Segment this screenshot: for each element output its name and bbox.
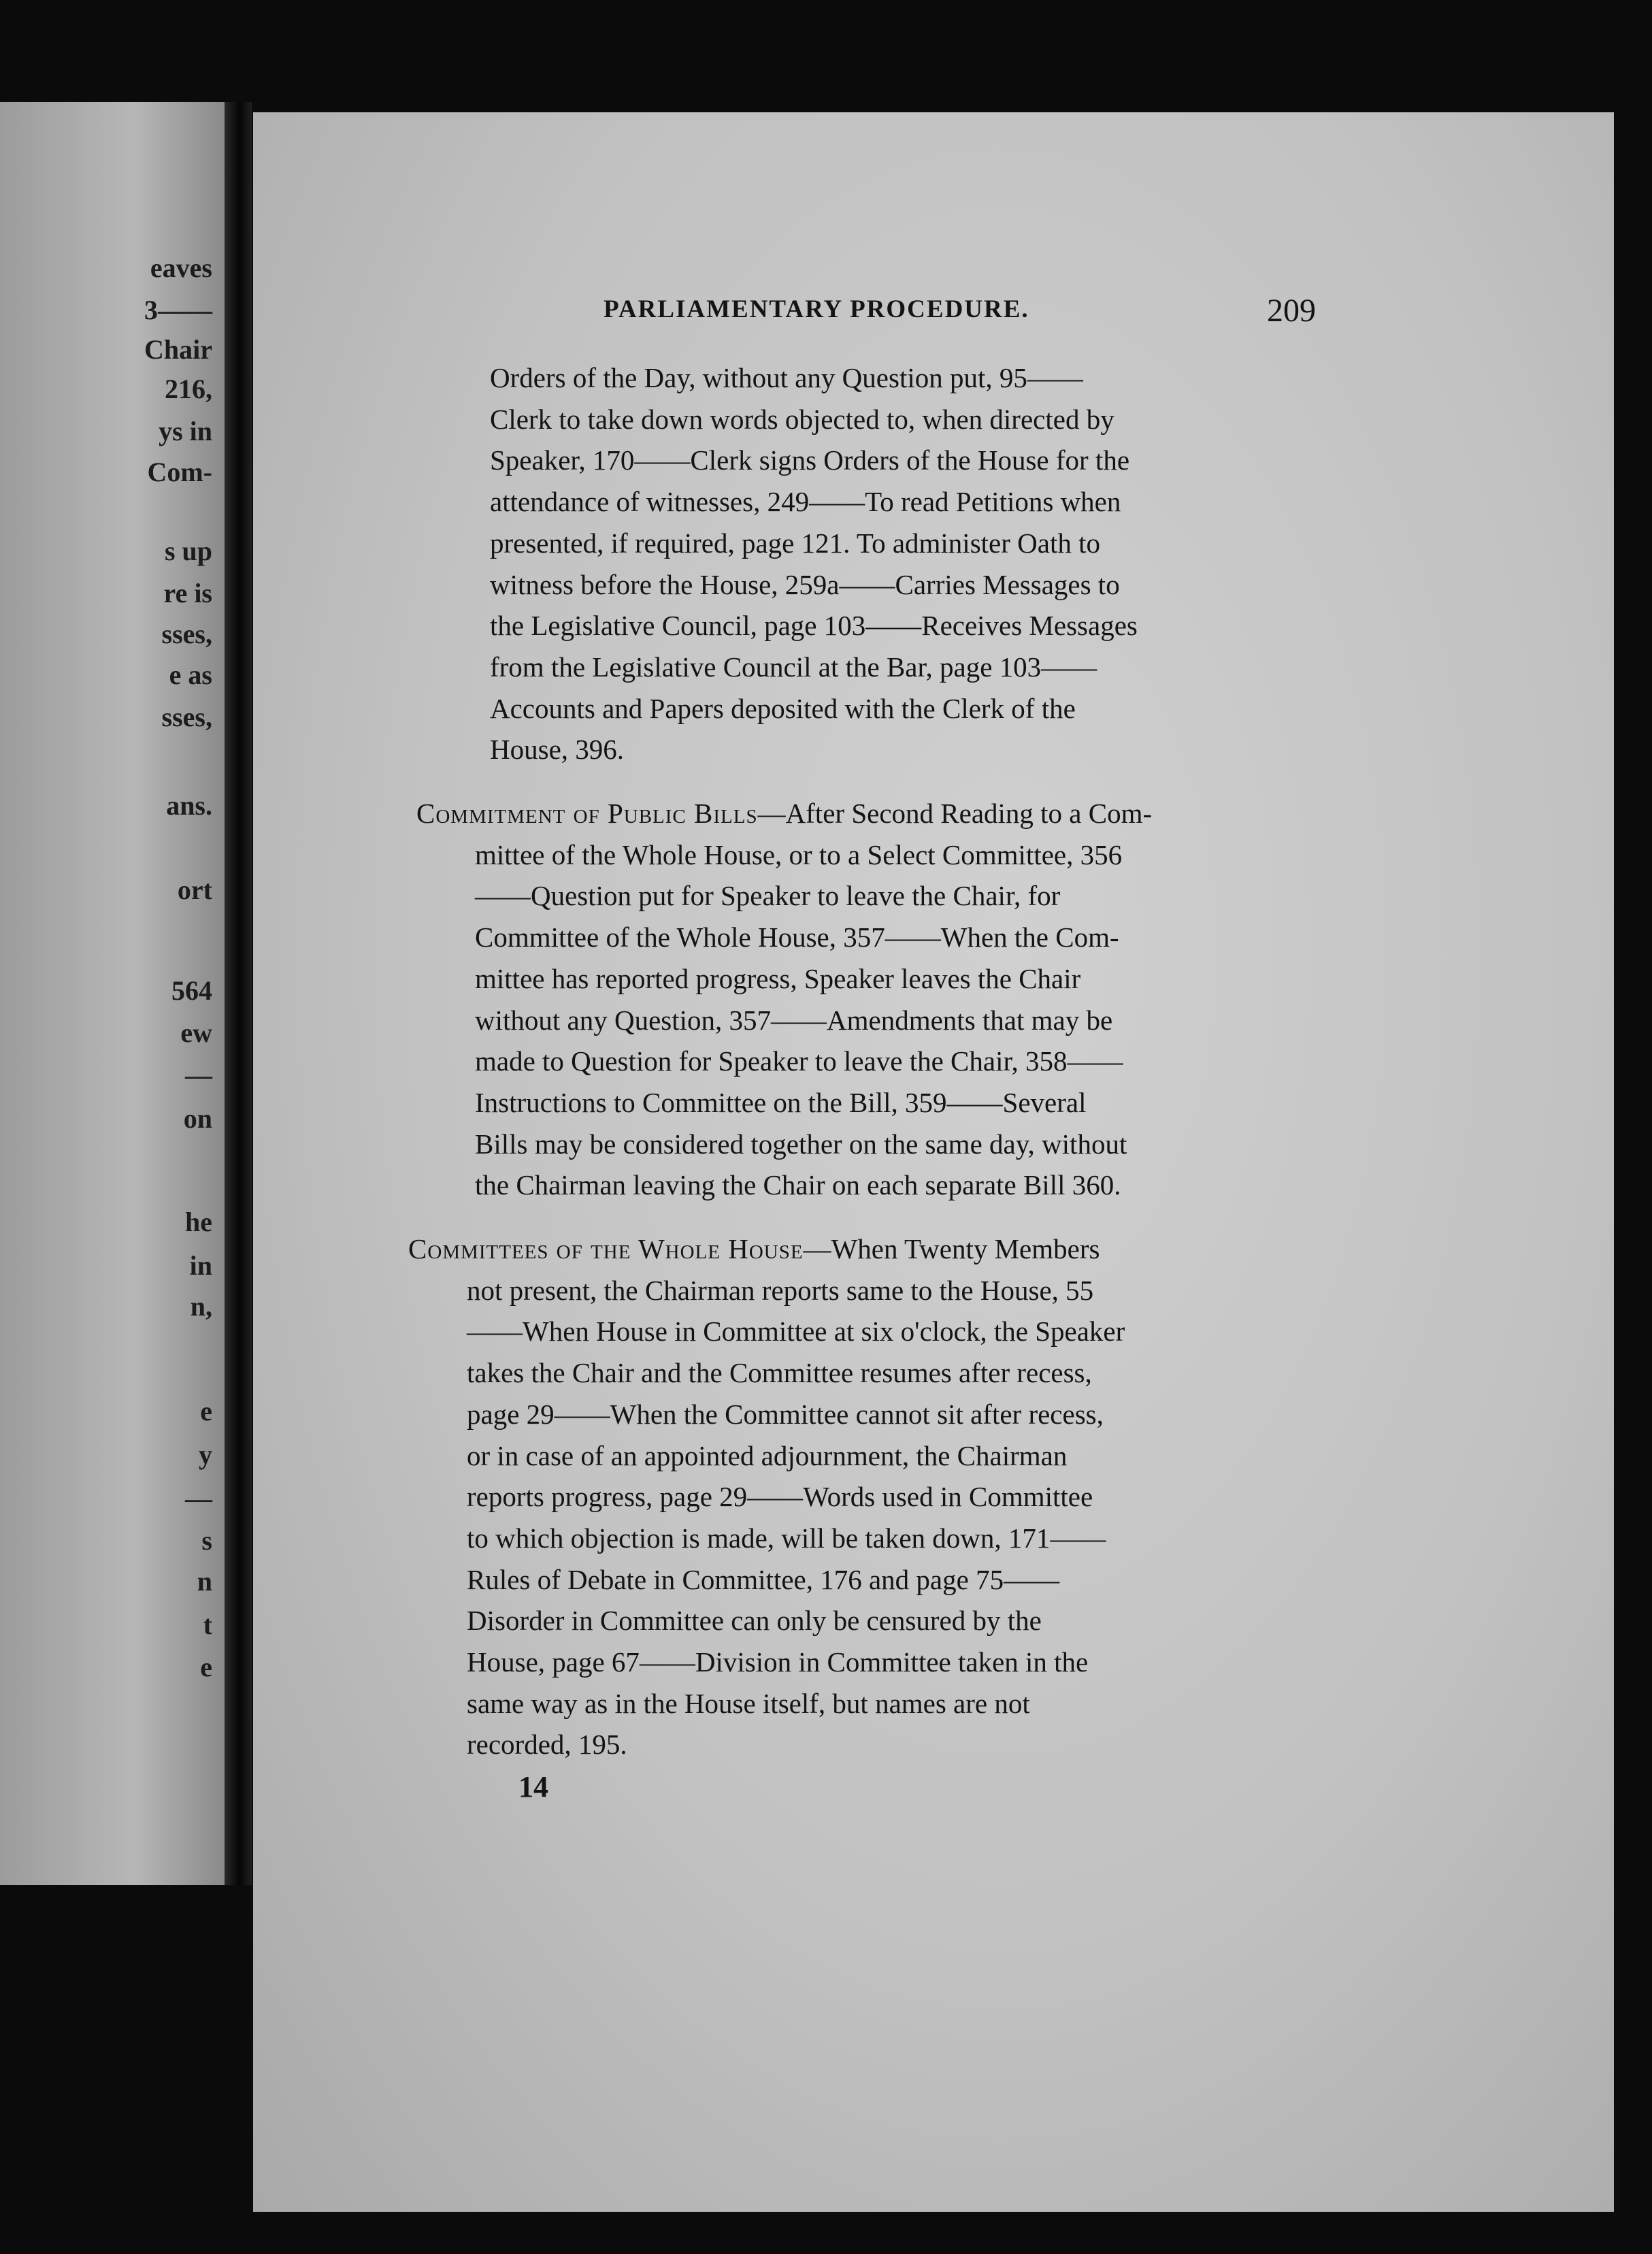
facing-page-fragment-line: 216, (165, 374, 212, 404)
facing-page-fragment-line: in (189, 1250, 212, 1281)
entry-line: takes the Chair and the Committee resumes after recess, (467, 1357, 1092, 1389)
facing-page-fragment-line: e (200, 1396, 212, 1426)
running-header: PARLIAMENTARY PROCEDURE. (604, 295, 1029, 323)
facing-page-fragment-line: e (200, 1652, 212, 1682)
entry-line: mittee has reported progress, Speaker leaves the Chair (475, 962, 1081, 994)
facing-page-fragment-line: t (203, 1610, 212, 1640)
entry-line: not present, the Chairman reports same to the House, 55 (467, 1274, 1094, 1306)
facing-page-fragment-line: n (197, 1566, 212, 1597)
facing-page-fragment-line: s (201, 1525, 212, 1556)
entry-line: Accounts and Papers deposited with the Clerk of the (490, 692, 1076, 724)
facing-page-fragment (0, 102, 225, 1885)
entry-line: made to Question for Speaker to leave the Chair, 358—— (475, 1045, 1123, 1077)
entry-line: Speaker, 170——Clerk signs Orders of the House for the (490, 444, 1130, 476)
page-number: 209 (1267, 293, 1316, 329)
signature-mark: 14 (518, 1770, 548, 1803)
entry-first-line (416, 793, 1328, 834)
entry-line: Bills may be considered together on the same day, without (475, 1128, 1127, 1160)
facing-page-fragment-line: re is (163, 578, 212, 608)
entry-line: attendance of witnesses, 249——To read Petitions when (490, 486, 1121, 518)
facing-page-fragment-line: s up (164, 536, 212, 566)
entry-line: from the Legislative Council at the Bar, page 103—— (490, 651, 1097, 683)
facing-page-fragment-line: — (185, 1483, 212, 1514)
entry-line: or in case of an appointed adjournment, the Chairman (467, 1439, 1068, 1471)
entry-line: Disorder in Committee can only be censured by the (467, 1605, 1042, 1637)
facing-page-fragment-line: e as (169, 659, 212, 690)
facing-page-fragment-line: 564 (171, 975, 212, 1006)
facing-page-fragment-line: 3—— (144, 295, 212, 325)
entry-line: reports progress, page 29——Words used in Committee (467, 1481, 1093, 1513)
entry-line: witness before the House, 259a——Carries Messages to (490, 568, 1120, 600)
entry-line: the Chairman leaving the Chair on each separate Bill 360. (475, 1169, 1121, 1201)
entry-line: recorded, 195. (467, 1729, 627, 1761)
book-page (253, 112, 1614, 2212)
facing-page-fragment-line: on (183, 1103, 212, 1134)
facing-page-fragment-line: ys in (159, 416, 212, 446)
facing-page-fragment-line: Com- (147, 457, 212, 487)
entry-continuation (490, 357, 1402, 770)
book-spine (225, 102, 252, 1885)
entry-line: Instructions to Committee on the Bill, 359——Several (475, 1086, 1087, 1118)
entry-line: without any Question, 357——Amendments that may be (475, 1004, 1113, 1036)
entry-heading-rest: —After Second Reading to a Com- (757, 798, 1153, 829)
entry-line: Orders of the Day, without any Question put, 95—— (490, 362, 1083, 393)
facing-page-fragment-line: ans. (166, 790, 212, 821)
facing-page-fragment-line: n, (190, 1291, 212, 1322)
entry-line: House, 396. (490, 734, 625, 766)
entry-heading: Commitment of Public Bills (416, 798, 758, 829)
facing-page-fragment-line: Chair (144, 334, 212, 365)
facing-page-fragment-line: he (185, 1207, 212, 1237)
entry-line: the Legislative Council, page 103——Receives Messages (490, 610, 1138, 642)
entry-committees-of-the-whole-house (408, 1228, 1320, 1765)
entry-line: same way as in the House itself, but names are not (467, 1687, 1030, 1719)
entry-heading: Committees of the Whole House (408, 1233, 804, 1264)
facing-page-fragment-line: — (185, 1060, 212, 1090)
facing-page-fragment-line: ew (180, 1017, 212, 1048)
facing-page-fragment-line: sses, (161, 619, 212, 649)
entry-line: Rules of Debate in Committee, 176 and page 75—— (467, 1563, 1060, 1595)
facing-page-fragment-line: sses, (161, 702, 212, 732)
entry-line: mittee of the Whole House, or to a Select Committee, 356 (475, 838, 1123, 870)
entry-commitment-of-public-bills (416, 793, 1328, 1206)
facing-page-fragment-line: y (199, 1439, 212, 1470)
facing-page-fragment-line: eaves (150, 252, 212, 283)
entry-line: Clerk to take down words objected to, when directed by (490, 403, 1114, 435)
entry-heading-rest: —When Twenty Members (803, 1233, 1100, 1264)
entry-line: House, page 67——Division in Committee taken in the (467, 1646, 1089, 1678)
entry-line: page 29——When the Committee cannot sit after recess, (467, 1398, 1104, 1430)
entry-line: ——Question put for Speaker to leave the Chair, for (475, 880, 1061, 912)
entry-line: ——When House in Committee at six o'clock, the Speaker (467, 1316, 1125, 1348)
entry-line: presented, if required, page 121. To administer Oath to (490, 527, 1100, 559)
entry-line: Committee of the Whole House, 357——When the Com- (475, 921, 1119, 953)
entry-line: to which objection is made, will be taken down, 171—— (467, 1522, 1106, 1554)
facing-page-fragment-line: ort (177, 875, 212, 905)
entry-first-line (408, 1228, 1320, 1270)
